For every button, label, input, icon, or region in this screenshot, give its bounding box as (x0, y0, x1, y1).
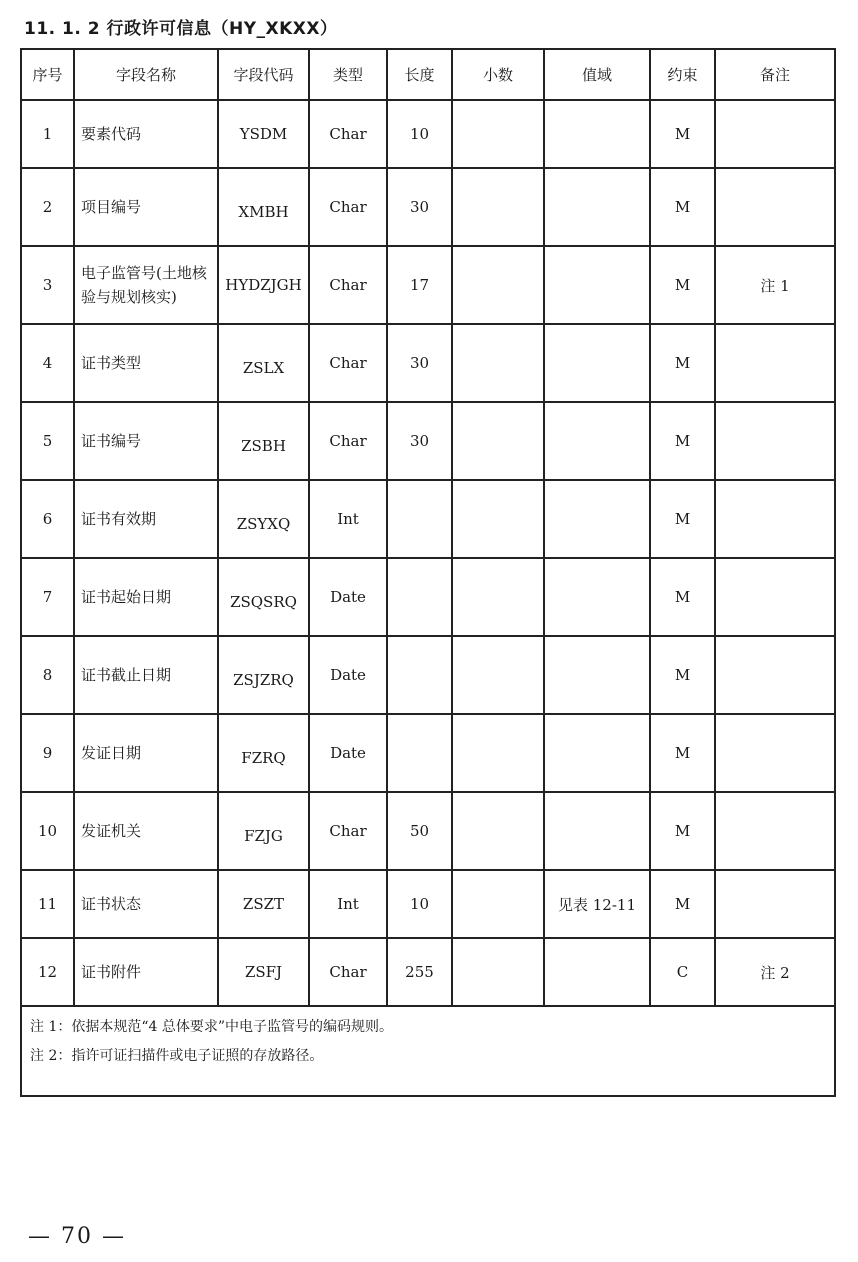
cell-remark (715, 480, 835, 558)
cell-decimal (452, 870, 544, 938)
cell-length: 30 (387, 324, 452, 402)
cell-field-code: XMBH (218, 168, 309, 246)
cell-remark (715, 558, 835, 636)
cell-remark: 注 1 (715, 246, 835, 324)
cell-index: 6 (21, 480, 74, 558)
cell-remark (715, 636, 835, 714)
cell-field-code: ZSYXQ (218, 480, 309, 558)
cell-type: Char (309, 938, 387, 1006)
cell-length: 30 (387, 168, 452, 246)
cell-index: 1 (21, 100, 74, 168)
cell-field-name: 证书有效期 (74, 480, 218, 558)
cell-type: Date (309, 714, 387, 792)
cell-field-name: 发证日期 (74, 714, 218, 792)
col-header-domain: 值域 (544, 49, 650, 100)
cell-type: Date (309, 636, 387, 714)
header-row (21, 49, 835, 100)
cell-domain (544, 558, 650, 636)
col-header-decimal: 小数 (452, 49, 544, 100)
table-row (21, 402, 835, 480)
cell-decimal (452, 480, 544, 558)
cell-domain (544, 792, 650, 870)
cell-length (387, 480, 452, 558)
cell-index: 2 (21, 168, 74, 246)
field-spec-table (20, 48, 836, 1097)
cell-domain (544, 324, 650, 402)
cell-decimal (452, 168, 544, 246)
cell-field-name: 要素代码 (74, 100, 218, 168)
cell-remark (715, 324, 835, 402)
cell-remark (715, 792, 835, 870)
cell-field-name: 证书附件 (74, 938, 218, 1006)
cell-domain: 见表 12-11 (544, 870, 650, 938)
cell-decimal (452, 636, 544, 714)
cell-decimal (452, 714, 544, 792)
cell-domain (544, 246, 650, 324)
cell-decimal (452, 100, 544, 168)
col-header-constraint: 约束 (650, 49, 715, 100)
cell-index: 10 (21, 792, 74, 870)
cell-constraint: M (650, 246, 715, 324)
col-header-type: 类型 (309, 49, 387, 100)
cell-constraint: M (650, 480, 715, 558)
cell-domain (544, 714, 650, 792)
note-2: 注 2：指许可证扫描件或电子证照的存放路径。 (30, 1048, 324, 1064)
col-header-remark: 备注 (715, 49, 835, 100)
cell-length: 17 (387, 246, 452, 324)
cell-domain (544, 480, 650, 558)
table-row (21, 324, 835, 402)
page-number: — 70 — (28, 1224, 126, 1249)
cell-domain (544, 100, 650, 168)
table-row (21, 714, 835, 792)
note-1: 注 1：依据本规范“4 总体要求”中电子监管号的编码规则。 (30, 1019, 394, 1035)
cell-remark (715, 714, 835, 792)
cell-remark (715, 402, 835, 480)
col-header-field-code: 字段代码 (218, 49, 309, 100)
table-row (21, 100, 835, 168)
cell-constraint: M (650, 558, 715, 636)
table-row (21, 792, 835, 870)
notes-row (21, 1006, 835, 1096)
cell-type: Char (309, 246, 387, 324)
cell-type: Int (309, 480, 387, 558)
cell-field-code: YSDM (218, 100, 309, 168)
notes-cell (21, 1006, 835, 1096)
cell-field-name: 证书起始日期 (74, 558, 218, 636)
cell-field-code: ZSFJ (218, 938, 309, 1006)
cell-decimal (452, 246, 544, 324)
cell-field-code: ZSQSRQ (218, 558, 309, 636)
col-header-index: 序号 (21, 49, 74, 100)
cell-domain (544, 402, 650, 480)
table-row (21, 168, 835, 246)
cell-field-code: ZSJZRQ (218, 636, 309, 714)
cell-length: 30 (387, 402, 452, 480)
cell-type: Int (309, 870, 387, 938)
cell-constraint: M (650, 636, 715, 714)
cell-constraint: M (650, 168, 715, 246)
cell-remark (715, 870, 835, 938)
cell-index: 4 (21, 324, 74, 402)
cell-length: 255 (387, 938, 452, 1006)
cell-field-name: 证书状态 (74, 870, 218, 938)
cell-type: Char (309, 324, 387, 402)
cell-length (387, 558, 452, 636)
cell-domain (544, 938, 650, 1006)
table-row (21, 870, 835, 938)
cell-field-name: 项目编号 (74, 168, 218, 246)
cell-constraint: M (650, 792, 715, 870)
cell-constraint: C (650, 938, 715, 1006)
cell-length: 50 (387, 792, 452, 870)
cell-type: Date (309, 558, 387, 636)
cell-constraint: M (650, 870, 715, 938)
cell-length: 10 (387, 100, 452, 168)
cell-constraint: M (650, 402, 715, 480)
col-header-length: 长度 (387, 49, 452, 100)
cell-length (387, 714, 452, 792)
cell-index: 11 (21, 870, 74, 938)
cell-length: 10 (387, 870, 452, 938)
cell-domain (544, 168, 650, 246)
cell-field-code: FZRQ (218, 714, 309, 792)
cell-index: 8 (21, 636, 74, 714)
cell-remark: 注 2 (715, 938, 835, 1006)
cell-decimal (452, 402, 544, 480)
cell-decimal (452, 558, 544, 636)
cell-domain (544, 636, 650, 714)
table-row (21, 480, 835, 558)
cell-type: Char (309, 168, 387, 246)
cell-field-name: 证书截止日期 (74, 636, 218, 714)
cell-field-code: ZSLX (218, 324, 309, 402)
cell-constraint: M (650, 714, 715, 792)
cell-field-name: 发证机关 (74, 792, 218, 870)
cell-type: Char (309, 100, 387, 168)
cell-constraint: M (650, 324, 715, 402)
cell-field-name: 证书编号 (74, 402, 218, 480)
cell-field-code: HYDZJGH (218, 246, 309, 324)
cell-index: 7 (21, 558, 74, 636)
section-heading: 11. 1. 2 行政许可信息（HY_XKXX） (24, 19, 338, 39)
cell-index: 9 (21, 714, 74, 792)
cell-decimal (452, 938, 544, 1006)
table-row (21, 636, 835, 714)
cell-remark (715, 100, 835, 168)
table-row (21, 246, 835, 324)
table-row (21, 938, 835, 1006)
col-header-field-name: 字段名称 (74, 49, 218, 100)
cell-field-code: ZSBH (218, 402, 309, 480)
cell-index: 5 (21, 402, 74, 480)
cell-constraint: M (650, 100, 715, 168)
table-row (21, 558, 835, 636)
cell-type: Char (309, 402, 387, 480)
cell-field-code: ZSZT (218, 870, 309, 938)
cell-field-code: FZJG (218, 792, 309, 870)
cell-length (387, 636, 452, 714)
cell-decimal (452, 792, 544, 870)
cell-field-name: 证书类型 (74, 324, 218, 402)
cell-decimal (452, 324, 544, 402)
cell-field-name: 电子监管号(土地核验与规划核实) (74, 246, 218, 324)
cell-type: Char (309, 792, 387, 870)
cell-index: 3 (21, 246, 74, 324)
cell-remark (715, 168, 835, 246)
cell-index: 12 (21, 938, 74, 1006)
